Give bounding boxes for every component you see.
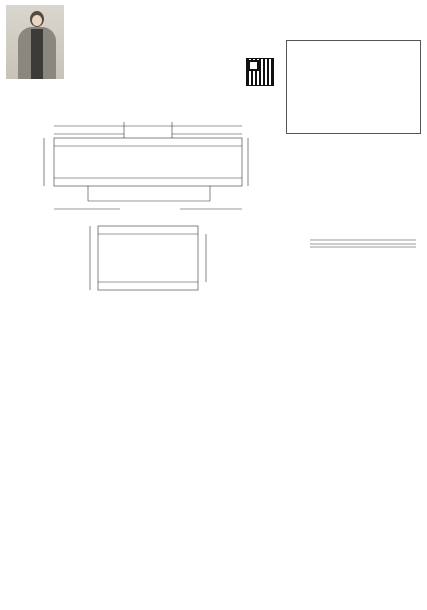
inner-top-shape — [31, 29, 43, 79]
howto-text — [287, 41, 420, 47]
howto-box — [286, 40, 421, 134]
stitch-chart — [0, 322, 427, 572]
face-shape — [32, 15, 42, 26]
sleeve-diagram — [58, 210, 268, 310]
model-photo — [6, 5, 64, 79]
string-diagram — [288, 214, 423, 276]
qr-code[interactable] — [246, 58, 274, 86]
